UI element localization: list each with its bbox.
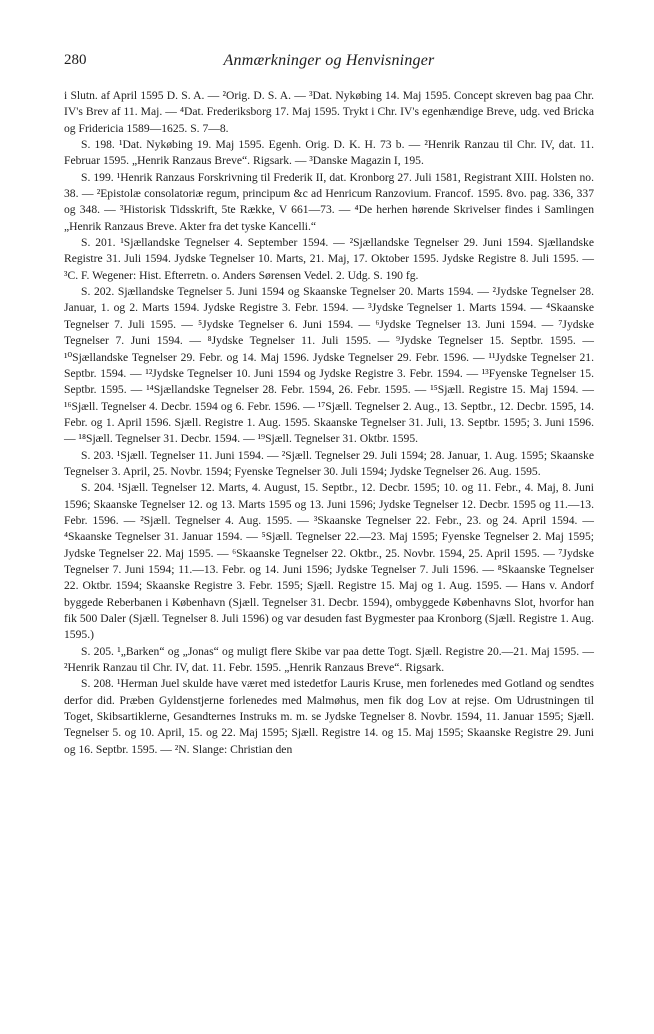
note-paragraph: S. 198. ¹Dat. Nykøbing 19. Maj 1595. Egenh. Orig. D. K. H. 73 b. — ²Henrik Ranzau til Chr. IV, dat. 11. Februar 1595. „Henrik Ranzaus Breve“. Rigsark. — ³Danske Magazin I, 195. (64, 138, 594, 168)
page-header (64, 52, 594, 74)
note-paragraph: S. 199. ¹Henrik Ranzaus Forskrivning til Frederik II, dat. Kronborg 27. Juli 1581, Registrant XIII. Holsten no. 38. — ²Epistolæ consolatoriæ regum, principum &c ad Henricum Ranzovium. Francof. 1595. 8vo. pag. 336, 337 og 348. — ³Historisk Tidsskrift, 5te Række, V 661—73. — ⁴De herhen hørende Skrivelser findes i Samlingen „Henrik Ranzaus Breve. Akter fra det tyske Kancelli.“ (64, 170, 594, 233)
note-paragraph: S. 201. ¹Sjællandske Tegnelser 4. September 1594. — ²Sjællandske Tegnelser 29. Juni 1594. Sjællandske Registre 31. Juli 1594. Jydske Tegnelser 10. Marts, 21. Maj, 17. Oktober 1595. Jydske Registre 8. Juli 1595. — ³C. F. Wegener: Hist. Efterretn. o. Anders Sørensen Vedel. 2. Udg. S. 190 fg. (64, 236, 594, 282)
note-paragraph: S. 202. Sjællandske Tegnelser 5. Juni 1594 og Skaanske Tegnelser 20. Marts 1594. — ²Jydske Tegnelser 28. Januar, 1. og 2. Marts 1594. Jydske Registre 3. Febr. 1594. — ³Jydske Tegnelser 1. Marts 1594. — ⁴Skaanske Tegnelser 7. Juli 1595. — ⁵Jydske Tegnelser 6. Juni 1594. — ⁶Jydske Tegnelser 13. Juni 1594. — ⁷Jydske Tegnelser 7. Juni 1594. — ⁸Jydske Tegnelser 11. Juli 1595. — ⁹Jydske Tegnelser 15. Septbr. 1595. — ¹⁰Sjællandske Tegnelser 29. Febr. og 14. Maj 1596. Jydske Tegnelser 29. Febr. 1596. — ¹¹Jydske Tegnelser 21. Septbr. 1594. — ¹²Jydske Tegnelser 10. Juni 1594 og Jydske Registre 3. Febr. 1594. — ¹³Fyenske Tegnelser 15. Septbr. 1595. — ¹⁴Sjællandske Tegnelser 28. Febr. 1594, 26. Febr. 1595. — ¹⁵Sjæll. Registre 15. Maj 1594. — ¹⁶Sjæll. Tegnelser 4. Decbr. 1594 og 6. Febr. 1596. — ¹⁷Sjæll. Tegnelser 2. Aug., 13. Septbr., 12. Decbr. 1595, 14. Febr. og 1. April 1596. Sjæll. Registre 1. Aug. 1595. Skaanske Tegnelser 31. Juli, 13. Septbr. 1595; 3. Juni 1596. — ¹⁸Sjæll. Tegnelser 31. Decbr. 1594. — ¹⁹Sjæll. Tegnelser 31. Oktbr. 1595. (64, 285, 594, 446)
note-paragraph: i Slutn. af April 1595 D. S. A. — ²Orig. D. S. A. — ³Dat. Nykøbing 14. Maj 1595. Concept skreven bag paa Chr. IV's Brev af 11. Maj. — ⁴Dat. Frederiksborg 17. Maj 1595. Trykt i Chr. IV's egenhændige Breve, udg. ved Bricka og Fridericia 1589—1625. S. 7—8. (64, 89, 594, 135)
note-paragraph: S. 208. ¹Herman Juel skulde have været med istedetfor Lauris Kruse, men forlenedes med Gotland og sendtes derfor did. Præben Gyldenstjerne forlenedes med Malmøhus, men fik dog Lov at rejse. Om Udrustningen til Toget, Skibsartiklerne, Gesandternes Instruks m. m. se Jydske Tegnelser 8. Novbr. 1594, 11. Januar 1595; Sjæll. Tegnelser 5. og 10. April, 15. og 22. Maj 1595; Sjæll. Registre 14. og 15. Maj 1595; Skaanske Registre 29. Juni og 16. Septbr. 1595. — ²N. Slange: Christian den (64, 677, 594, 756)
running-title: Anmærkninger og Henvisninger (223, 52, 435, 69)
page-number: 280 (64, 52, 87, 68)
note-paragraph: S. 203. ¹Sjæll. Tegnelser 11. Juni 1594. — ²Sjæll. Tegnelser 29. Juli 1594; 28. Januar, 1. Aug. 1595; Skaanske Tegnelser 3. April, 25. Novbr. 1594; Fyenske Tegnelser 30. Juli 1594; Jydske Tegnelser 26. Aug. 1595. (64, 448, 594, 478)
notes-body (64, 88, 594, 758)
note-paragraph: S. 204. ¹Sjæll. Tegnelser 12. Marts, 4. August, 15. Septbr., 12. Decbr. 1595; 10. og 11. Febr., 4. Maj, 8. Juni 1596; Skaanske Tegnelser 12. og 13. Marts 1595 og 13. Juni 1596; Jydske Tegnelser 12. Decbr. 1595 og 11.—13. Febr. 1596. — ²Sjæll. Tegnelser 4. Aug. 1595. — ³Skaanske Tegnelser 22. Febr., 23. og 24. April 1594. — ⁴Skaanske Tegnelser 31. Januar 1594. — ⁵Sjæll. Tegnelser 22.—23. Maj 1595; Fyenske Tegnelser 2. Maj 1595; Jydske Tegnelser 22. Maj 1595. — ⁶Skaanske Tegnelser 22. Oktbr., 25. Novbr. 1594, 25. April 1595. — ⁷Jydske Tegnelser 7. Juni 1594; 11.—13. Febr. og 14. Juni 1596; Jydske Tegnelser 7. Juli 1596. — ⁸Skaanske Tegnelser 22. Oktbr. 1594; Skaanske Registre 3. Febr. 1595; Sjæll. Registre 15. Maj og 1. Aug. 1595. — Hans v. Andorf byggede Reberbanen i København (Sjæll. Tegnelser 31. Decbr. 1594), ombyggede Københavns Slot, hvorfor han fik 500 Daler (Sjæll. Tegnelser 8. Juli 1596) og var desuden fast Bygmester paa Kronborg (Sjæll. Registre 1. Aug. 1595.) (64, 481, 594, 642)
note-paragraph: S. 205. ¹„Barken“ og „Jonas“ og muligt flere Skibe var paa dette Togt. Sjæll. Registre 20.—21. Maj 1595. — ²Henrik Ranzau til Chr. IV, dat. 11. Febr. 1595. „Henrik Ranzaus Breve“. Rigsark. (64, 644, 594, 675)
page (64, 52, 594, 758)
